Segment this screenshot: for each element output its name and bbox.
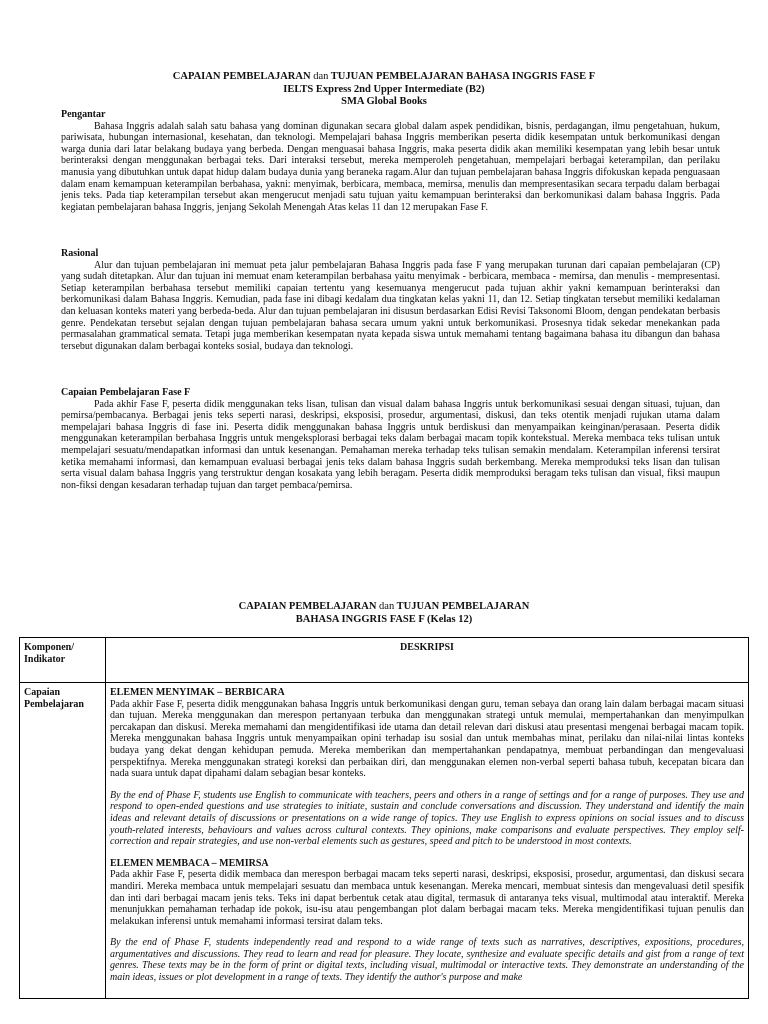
element-title: ELEMEN MENYIMAK – BERBICARA [110, 687, 285, 698]
section-body: Pada akhir Fase F, peserta didik menggunakan teks lisan, tulisan dan visual dalam bahasa Inggris untuk berkomunikasi sesuai dengan situasi, tujuan, dan pemirsa/pembacanya. Berbagai jenis teks seperti narasi, deskripsi, eksposisi, prosedur, argumentasi, diskusi, dan teks otentik menjadi rujukan utama dalam mempelajari bahasa Inggris di fase ini. Peserta didik menggunakan bahasa Inggris untuk berdiskusi dan menyampaikan keinginan/perasaan. Peserta didik menggunakan keterampilan berbahasa Inggris untuk mengeksplorasi berbagai teks dalam berbagai macam topik kontekstual. Mereka membaca teks tulisan untuk mempelajari sesuatu/mendapatkan informasi dan untuk kesenangan. Pemahaman mereka terhadap teks tulisan semakin mendalam. Keterampilan inferensi tersirat ketika memahami informasi, dan kemampuan evaluasi berbagai jenis teks dalam bahasa Inggris sudah berkembang. Mereka memproduksi teks lisan dan tulisan serta visual dalam bahasa Inggris yang terstruktur dengan kosakata yang lebih beragam. Peserta didik memproduksi beragam teks tulisan dan visual, fiksi maupun non-fiksi dengan kesadaran terhadap tujuan dan target pembaca/pemirsa. [61, 398, 720, 491]
table-title-line-1 [0, 601, 768, 613]
table-title-part-2: TUJUAN PEMBELAJARAN [396, 601, 530, 612]
section-capaian-fase-f [61, 387, 720, 491]
section-pengantar [61, 109, 720, 213]
row-label: Capaian Pembelajaran [20, 683, 106, 999]
document-title-line-1 [0, 71, 768, 83]
section-title: Capaian Pembelajaran Fase F [61, 387, 191, 398]
section-body: Bahasa Inggris adalah salah satu bahasa yang dominan digunakan secara global dalam aspek pendidikan, bisnis, perdagangan, ilmu pengetahuan, hukum, pariwisata, hubungan internasional, kesehatan, dan teknologi. Mempelajari bahasa Inggris memberikan peserta didik kesempatan untuk berkomunikasi dengan warga dunia dari latar belakang budaya yang berbeda. Dengan menguasai bahasa Inggris, maka peserta didik akan memiliki kesempatan yang lebih besar untuk berinteraksi dengan menggunakan berbagai teks. Dari interaksi tersebut, mereka memperoleh pengetahuan, mempelajari berbagai keterampilan, dan perilaku manusia yang dibutuhkan untuk dapat hidup dalam budaya dunia yang beraneka ragam.Alur dan tujuan pembelajaran bahasa Inggris difokuskan kepada penguasaan dalam enam kemampuan keterampilan berbahasa, yakni: menyimak, berbicara, membaca, memirsa, menulis dan mempresentasikan secara terpadu dalam berbagai jenis teks. Pada tiap keterampilan tersebut akan mengerucut menjadi satu tujuan yaitu kemampuan berinteraksi dan berkomunikasi dalam bahasa Inggris. Pada kegiatan pembelajaran bahasa Inggris, jenjang Sekolah Menengah Atas kelas 11 dan 12 merupakan Fase F. [61, 120, 720, 213]
section-title: Rasional [61, 248, 99, 259]
table-header-row [20, 638, 749, 683]
title-part-1: CAPAIAN PEMBELAJARAN [172, 71, 311, 82]
table-title-connector: dan [379, 601, 395, 612]
element-description-en: By the end of Phase F, students independently read and respond to a wide range of texts such as narratives, descriptives, expositions, procedures, argumentatives and discussions. They read to learn and read for pleasure. They locate, synthesize and evaluate specific details and gist from a range of text genres. These texts may be in the form of print or digital texts, including visual, multimodal or interactive texts. They demonstrate an understanding of the main ideas, issues or plot development in a range of texts. They identify the author's purpose and make [110, 937, 744, 984]
document-subtitle: IELTS Express 2nd Upper Intermediate (B2) [283, 84, 485, 95]
table-row-capaian [20, 683, 749, 999]
title-part-2: TUJUAN PEMBELAJARAN BAHASA INGGRIS FASE F [330, 71, 596, 82]
element-description-id: Pada akhir Fase F, peserta didik membaca dan merespon berbagai macam teks seperti narasi, deskripsi, eksposisi, prosedur, argumentasi, dan diskusi secara mandiri. Mereka membaca untuk mempelajari sesuatu dan membaca untuk kesenangan. Mereka mencari, membuat sintesis dan mengevaluasi detil spesifik dan inti dari berbagai macam jenis teks. Teks ini dapat berbentuk cetak atau digital, termasuk di antaranya teks visual, multimodal atau interaktif. Mereka menunjukkan pemahaman terhadap ide pokok, isu-isu atau pengembangan plot dalam berbagai macam teks. Mereka mengidentifikasi tujuan penulis dan melakukan inferensi untuk memahami informasi tersirat dalam teks. [110, 869, 744, 927]
title-connector: dan [313, 71, 329, 82]
element-description-en: By the end of Phase F, students use English to communicate with teachers, peers and others in a range of settings and for a range of purposes. They use and respond to open-ended questions and use strategies to initiate, sustain and conclude conversations and discussion. They understand and identify the main ideas and relevant details of discussions or presentations on a wide range of topics. They use English to express opinions on social issues and to discuss youth-related interests, behaviours and values across cultural contexts. They opinions, make comparisons and evaluate perspectives. They employ self-correction and repair strategies, and use non-verbal elements such as gestures, speed and pitch to be understood in most contexts. [110, 789, 744, 848]
document-publisher: SMA Global Books [341, 96, 427, 107]
col-header-deskripsi: DESKRIPSI [106, 638, 749, 683]
description-table [19, 637, 749, 999]
section-body: Alur dan tujuan pembelajaran ini memuat peta jalur pembelajaran Bahasa Inggris pada fase F yang merupakan turunan dari capaian pembelajaran (CP) yang sudah ditetapkan. Alur dan tujuan ini memuat enam keterampilan berbahasa yaitu menyimak - berbicara, membaca - memirsa, dan menulis - mempresentasi. Setiap keterampilan berbahasa tersebut memiliki capaian tertentu yang kesemuanya mengerucut pada tujuan akhir yakni kemampuan berinteraksi dan berkomunikasi dalam Bahasa Inggris. Kemudian, pada fase ini dibagi kedalam dua tingkatan kelas yakni 11, dan 12. Setiap tingkatan tersebut memiliki kedalaman dan keluasan konteks materi yang berbeda-beda. Alur dan tujuan pembelajaran ini disusun berdasarkan Edisi Revisi Taksonomi Bloom, dengan pendekatan berbasis genre. Pendekatan tersebut sejalan dengan tujuan pembelajaran bahasa secara umum yakni untuk berkomunikasi. Prosesnya tidak sekedar menekankan pada permasalahan grammatical semata. Tetapi juga memberikan kesempatan nyata kepada siswa untuk memahami tentang bagaimana bahasa itu dibangun dan bahasa tersebut digunakan dalam berbagai konteks sosial, budaya dan teknologi. [61, 259, 720, 352]
element-title: ELEMEN MEMBACA – MEMIRSA [110, 857, 269, 869]
table-title-part-1: CAPAIAN PEMBELAJARAN [238, 601, 377, 612]
col-header-komponen: Komponen/ Indikator [20, 638, 106, 683]
section-rasional [61, 248, 720, 352]
element-description-id: Pada akhir Fase F, peserta didik menggunakan bahasa Inggris untuk berkomunikasi dengan guru, teman sebaya dan orang lain dalam berbagai macam situasi dan tujuan. Mereka menggunakan dan merespon pertanyaan terbuka dan menggunakan strategi untuk memulai, mempertahankan dan menyimpulkan percakapan dan diskusi. Mereka memahami dan mengidentifikasi ide utama dan detail relevan dari diskusi atau presentasi mengenai berbagai macam topik. Mereka menggunakan bahasa Inggris untuk menyampaikan opini terhadap isu sosial dan untuk membahas minat, perilaku dan nilai-nilai lintas konteks budaya yang dekat dengan kehidupan pemuda. Mereka memberikan dan mempertahankan pendapatnya, membuat perbandingan dan mengevaluasi perspektifnya. Mereka menggunakan strategi koreksi dan perbaikan diri, dan menggunakan elemen non-verbal seperti bahasa tubuh, kecepatan bicara dan nada suara untuk dapat dipahami dalam sebagian besar konteks. [110, 698, 744, 780]
row-description [106, 683, 749, 999]
table-title-line-2: BAHASA INGGRIS FASE F (Kelas 12) [295, 614, 473, 625]
section-title: Pengantar [61, 109, 106, 120]
